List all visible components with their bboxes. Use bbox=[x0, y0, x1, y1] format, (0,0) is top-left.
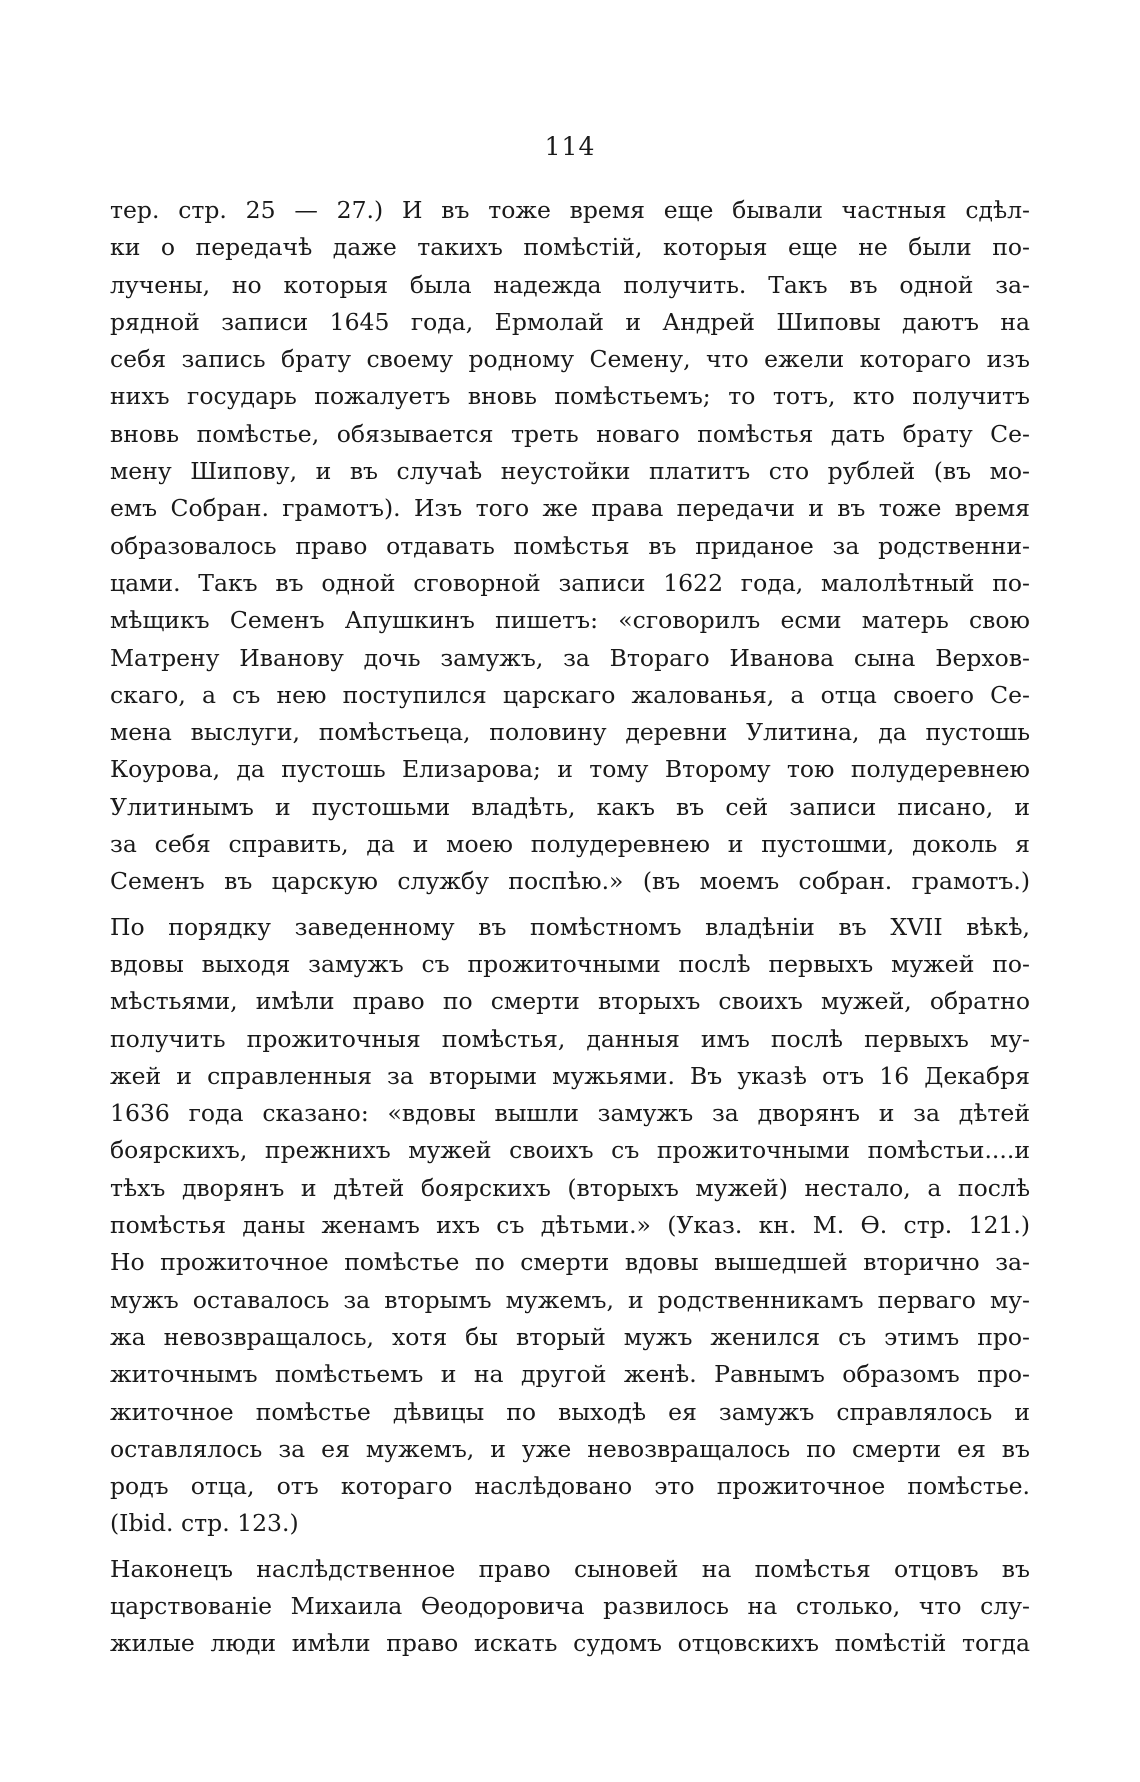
text-line: получить прожиточныя помѣстья, данныя имъ послѣ первыхъ му- bbox=[110, 1024, 1030, 1053]
text-line: рядной записи 1645 года, Ермолай и Андрей Шиповы даютъ на bbox=[110, 307, 1030, 336]
text-line: жей и справленныя за вторыми мужьями. Въ указѣ отъ 16 Декабря bbox=[110, 1061, 1030, 1090]
text-line: мѣстьями, имѣли право по смерти вторыхъ своихъ мужей, обратно bbox=[110, 987, 1030, 1016]
text-line: По порядку заведенному въ помѣстномъ владѣніи въ XVII вѣкѣ, bbox=[110, 912, 1030, 941]
text-line: емъ Собран. грамотъ). Изъ того же права передачи и въ тоже время bbox=[110, 494, 1030, 523]
text-line: себя запись брату своему родному Семену, что ежели котораго изъ bbox=[110, 345, 1030, 374]
text-line: боярскихъ, прежнихъ мужей своихъ съ прожиточными помѣстьи....и bbox=[110, 1136, 1030, 1165]
text-line: царствованіе Михаила Ѳеодоровича развилось на столько, что слу- bbox=[110, 1591, 1030, 1620]
text-line: помѣстья даны женамъ ихъ съ дѣтьми.» (Указ. кн. М. Ѳ. стр. 121.) bbox=[110, 1211, 1030, 1240]
text-line: Коурова, да пустошь Елизарова; и тому Второму тою полудеревнею bbox=[110, 755, 1030, 784]
paragraph-gap bbox=[110, 1543, 1030, 1551]
text-line: 1636 года сказано: «вдовы вышли замужъ за дворянъ и за дѣтей bbox=[110, 1099, 1030, 1128]
text-line: тѣхъ дворянъ и дѣтей боярскихъ (вторыхъ мужей) нестало, а послѣ bbox=[110, 1173, 1030, 1202]
body-text bbox=[110, 192, 1030, 1663]
text-line: жилые люди имѣли право искать судомъ отцовскихъ помѣстій тогда bbox=[110, 1629, 1030, 1658]
text-line: мену Шипову, и въ случаѣ неустойки платитъ сто рублей (въ мо- bbox=[110, 457, 1030, 486]
text-line: (Ibid. стр. 123.) bbox=[110, 1509, 299, 1538]
text-line: образовалось право отдавать помѣстья въ приданое за родственни- bbox=[110, 531, 1030, 560]
page-number: 114 bbox=[544, 132, 596, 161]
text-line: вдовы выходя замужъ съ прожиточными послѣ первыхъ мужей по- bbox=[110, 949, 1030, 978]
text-line: жа невозвращалось, хотя бы вторый мужъ женился съ этимъ про- bbox=[110, 1322, 1030, 1351]
text-line: мѣщикъ Семенъ Апушкинъ пишетъ: «сговорилъ есми матерь свою bbox=[110, 606, 1030, 635]
text-line: Но прожиточное помѣстье по смерти вдовы вышедшей вторично за- bbox=[110, 1248, 1030, 1277]
text-line: тер. стр. 25 — 27.) И въ тоже время еще бывали частныя сдѣл- bbox=[110, 196, 1030, 224]
paragraph-1 bbox=[110, 192, 1030, 901]
paragraph-2 bbox=[110, 909, 1030, 1543]
text-line: житочное помѣстье дѣвицы по выходѣ ея замужъ справлялось и bbox=[110, 1397, 1030, 1426]
text-line: Наконецъ наслѣдственное право сыновей на помѣстья отцовъ въ bbox=[110, 1554, 1030, 1583]
text-line: житочнымъ помѣстьемъ и на другой женѣ. Равнымъ образомъ про- bbox=[110, 1360, 1030, 1389]
text-line: мена выслуги, помѣстьеца, половину деревни Улитина, да пустошь bbox=[110, 718, 1030, 747]
paragraph-3 bbox=[110, 1551, 1030, 1663]
text-line: ки о передачѣ даже такихъ помѣстій, которыя еще не были по- bbox=[110, 233, 1030, 262]
text-line: родъ отца, отъ котораго наслѣдовано это прожиточное помѣстье. bbox=[110, 1472, 1030, 1501]
paragraph-gap bbox=[110, 901, 1030, 909]
text-line: скаго, а съ нею поступился царскаго жалованья, а отца своего Се- bbox=[110, 680, 1030, 709]
text-line: оставлялось за ея мужемъ, и уже невозвращалось по смерти ея въ bbox=[110, 1434, 1030, 1463]
text-line: вновь помѣстье, обязывается треть новаго помѣстья дать брату Се- bbox=[110, 419, 1030, 448]
text-line: мужъ оставалось за вторымъ мужемъ, и родственникамъ перваго му- bbox=[110, 1285, 1030, 1314]
text-line: нихъ государь пожалуетъ вновь помѣстьемъ; то тотъ, кто получитъ bbox=[110, 382, 1030, 411]
text-line: за себя справить, да и моею полудеревнею и пустошми, доколь я bbox=[110, 830, 1030, 859]
text-line: Семенъ въ царскую службу поспѣю.» (въ моемъ собран. грамотъ.) bbox=[110, 867, 1030, 896]
text-line: Матрену Иванову дочь замужъ, за Втораго Иванова сына Верхов- bbox=[110, 643, 1030, 672]
text-line: лучены, но которыя была надежда получить. Такъ въ одной за- bbox=[110, 270, 1030, 299]
text-line: Улитинымъ и пустошьми владѣть, какъ въ сей записи писано, и bbox=[110, 792, 1030, 821]
text-line: цами. Такъ въ одной сговорной записи 1622 года, малолѣтный по- bbox=[110, 568, 1030, 597]
